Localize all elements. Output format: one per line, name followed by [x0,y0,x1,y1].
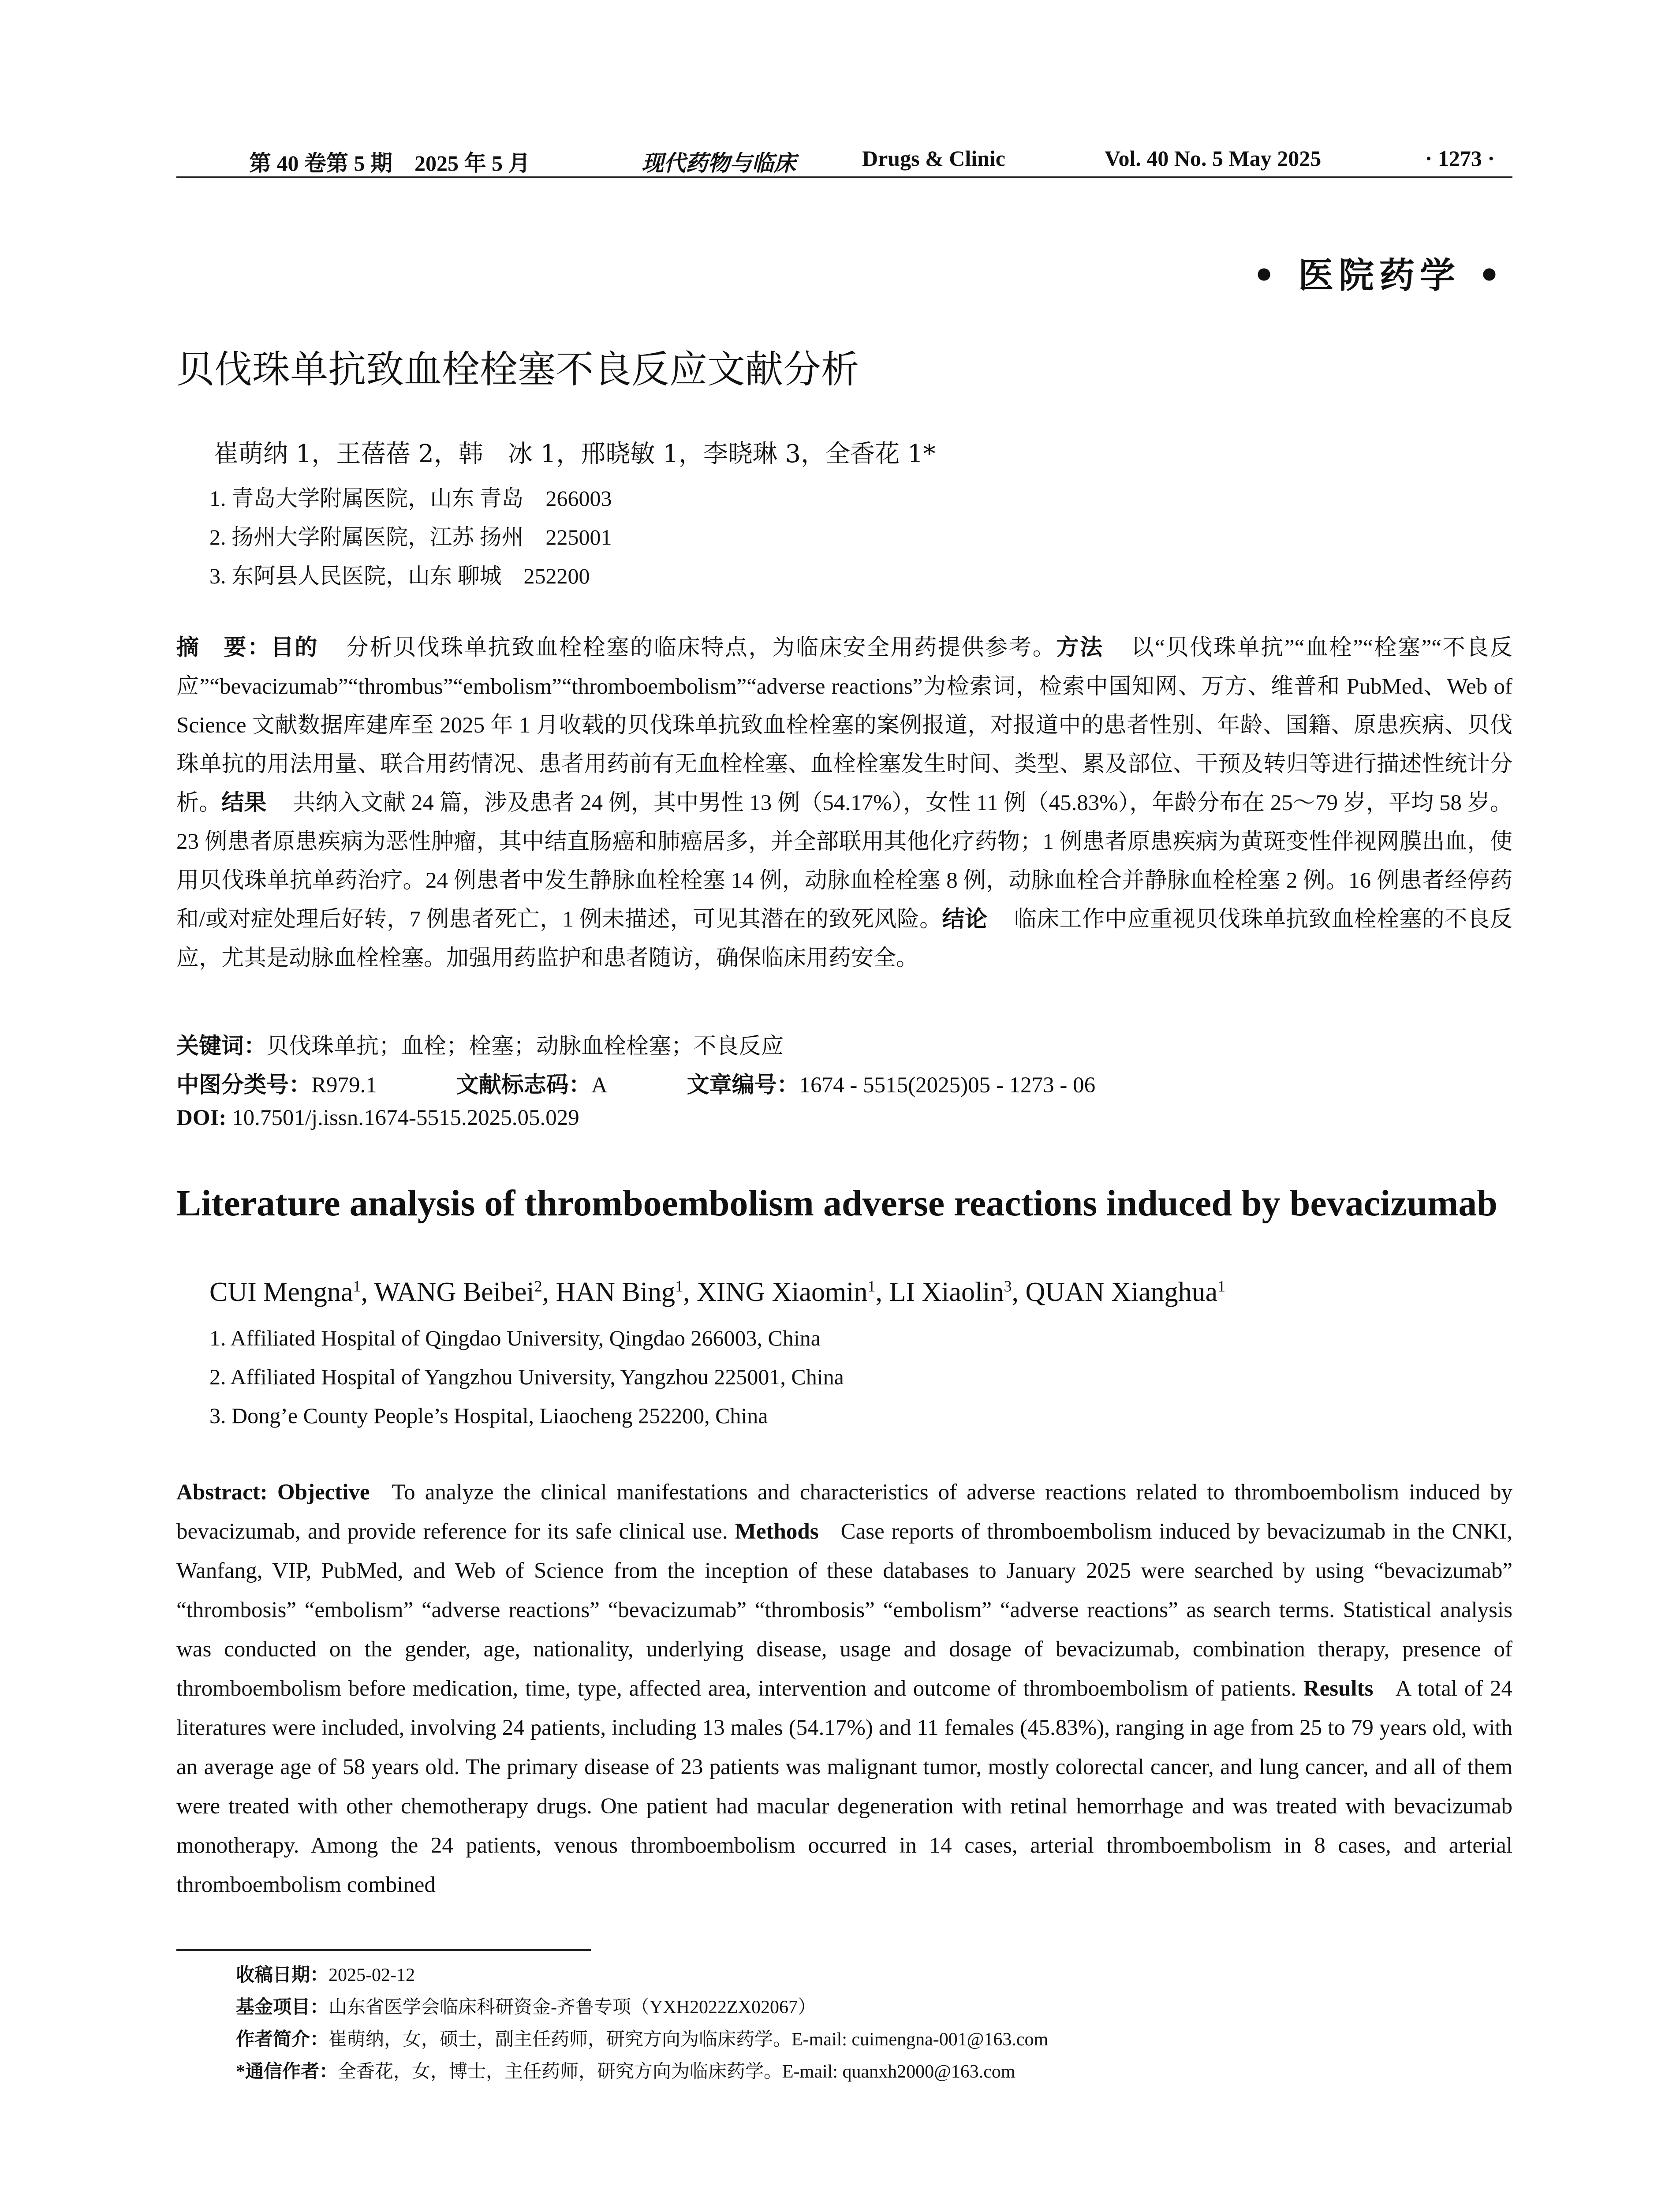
article-no-value: 1674 - 5515(2025)05 - 1273 - 06 [799,1073,1096,1098]
affiliation-cn: 2. 扬州大学附属医院，江苏 扬州 225001 [209,525,612,549]
results-en-text: A total of 24 literatures were included, involving 24 patients, including 13 males (54.17%) and 11 females (45.83%), ranging in age from 25 to 79 years old, with an average age of 58 years old. The primary disease of 23 patients was malignant tumor, mostly colorectal cancer, and lung cancer, and all of them were treated with other chemotherapy drugs. One patient had macular degeneration with retinal hemorrhage and was treated with bevacizumab monotherapy. Among the 24 patients, venous thromboembolism occurred in 14 cases, arterial thromboembolism in 8 cases, and arterial thromboembolism combined [176,1676,1513,1897]
doc-code-value: A [591,1073,608,1098]
author-name: HAN Bing [556,1277,676,1307]
footnote-label: 收稿日期： [236,1965,329,1985]
author-affiliation-mark: 3 [1004,1277,1012,1295]
author-name: LI Xiaolin [889,1277,1004,1307]
author-affiliation-mark: 1 [1217,1277,1226,1295]
article-no-label: 文章编号： [687,1073,799,1098]
author-name: WANG Beibei [374,1277,534,1307]
footnote-author-bio [236,2025,1048,2051]
author-affiliation-mark: 1 [675,1277,683,1295]
header-volume-en: Vol. 40 No. 5 May 2025 [1105,146,1322,171]
conclusion-label: 结论 [942,907,988,932]
footnote-received-date [236,1960,415,1987]
doc-code-label: 文献标志码： [456,1073,591,1098]
abstract-en [176,1473,1512,1905]
section-label: • 医院药学 • [1253,254,1506,296]
doi-link[interactable]: 10.7501/j.issn.1674-5515.2025.05.029 [226,1106,579,1130]
author-name: CUI Mengna [209,1277,353,1307]
objective-text: 分析贝伐珠单抗致血栓栓塞的临床特点，为临床安全用药提供参考。 [345,635,1057,660]
keywords-cn [176,1028,784,1060]
affiliation-en: 1. Affiliated Hospital of Qingdao University, Qingdao 266003, China [209,1326,821,1350]
affiliation-cn: 3. 东阿县人民医院，山东 聊城 252200 [209,564,590,588]
methods-label: 方法 [1056,635,1104,660]
results-label: 结果 [221,791,267,815]
affiliation-en: 2. Affiliated Hospital of Yangzhou University, Yangzhou 225001, China [209,1364,844,1389]
keywords-label: 关键词： [176,1034,267,1059]
footnote-label: 作者简介： [236,2029,329,2050]
footnote-corresponding-author [236,2057,1015,2083]
clc-label: 中图分类号： [176,1073,312,1098]
footnote-text: 山东省医学会临床科研资金-齐鲁专项（YXH2022ZX02067） [329,1997,816,2018]
header-volume-cn: 第 40 卷第 5 期 2025 年 5 月 [249,151,530,176]
title-en: Literature analysis of thromboembolism adverse reactions induced by bevacizumab [176,1183,1497,1224]
author-name: XING Xiaomin [697,1277,868,1307]
methods-en-label: Methods [735,1519,819,1544]
affiliation-cn: 1. 青岛大学附属医院，山东 青岛 266003 [209,486,612,511]
header-journal-cn: 现代药物与临床 [642,151,796,176]
author-affiliation-mark: 2 [534,1277,542,1295]
keywords-text: 贝伐珠单抗；血栓；栓塞；动脉血栓栓塞；不良反应 [266,1034,784,1059]
footnote-label: *通信作者： [236,2062,338,2082]
author-affiliation-mark: 1 [353,1277,361,1295]
doi-line [176,1105,579,1131]
footnote-text: 崔萌纳，女，硕士，副主任药师，研究方向为临床药学。E-mail: cuimengna-001@163.com [329,2029,1049,2050]
title-cn: 贝伐珠单抗致血栓栓塞不良反应文献分析 [176,348,859,392]
header-page-number: · 1273 · [1425,146,1495,171]
footnote-text: 2025-02-12 [329,1965,415,1985]
classification-line [176,1066,1095,1099]
abstract-en-label: Abstract: Objective [176,1480,370,1505]
header-journal-en: Drugs & Clinic [862,146,1005,171]
results-en-label: Results [1303,1676,1374,1701]
conclusion-text: 临床工作中应重视贝伐珠单抗致血栓栓塞的不良反应，尤其是动脉血栓栓塞。加强用药监护和患者随访，确保临床用药安全。 [176,907,1512,971]
author-name: QUAN Xianghua [1025,1277,1218,1307]
footnote-funding [236,1992,816,2019]
clc-value: R979.1 [311,1073,377,1098]
running-header [176,142,1512,177]
results-text: 共纳入文献 24 篇，涉及患者 24 例，其中男性 13 例（54.17%），女性 11 例（45.83%），年龄分布在 25～79 岁，平均 58 岁。23 例患者原患疾病为恶性肿瘤，其中结直肠癌和肺癌居多，并全部联用其他化疗药物；1 例患者原患疾病为黄斑变性伴视网膜出血，使用贝伐珠单抗单药治疗。24 例患者中发生静脉血栓栓塞 14 例，动脉血栓栓塞 8 例，动脉血栓合并静脉血栓栓塞 2 例。16 例患者经停药和/或对症处理后好转，7 例患者死亡，1 例未描述，可见其潜在的致死风险。 [176,791,1512,932]
authors-cn: 崔萌纳 1，王蓓蓓 2，韩 冰 1，邢晓敏 1，李晓琳 3，全香花 1* [214,440,936,468]
affiliation-en: 3. Dong’e County People’s Hospital, Liaocheng 252200, China [209,1403,768,1428]
abstract-cn [176,628,1512,978]
author-affiliation-mark: 1 [867,1277,876,1295]
objective-en-text: To analyze the clinical manifestations and characteristics of adverse reactions related to thromboembolism induced by bevacizumab, and provide reference for its safe clinical use. [176,1480,1512,1544]
abstract-cn-label: 摘 要： [176,635,271,660]
objective-label: 目的 [271,635,319,660]
methods-text: 以“贝伐珠单抗”“血栓”“栓塞”“不良反应”“bevacizumab”“thrombus”“embolism”“thromboembolism”“adverse reactions”为检索词，检索中国知网、万方、维普和 PubMed、Web of Science 文献数据库建库至 2025 年 1 月收载的贝伐珠单抗致血栓栓塞的案例报道，对报道中的患者性别、年龄、国籍、原患疾病、贝伐珠单抗的用法用量、联合用药情况、患者用药前有无血栓栓塞、血栓栓塞发生时间、类型、累及部位、干预及转归等进行描述性统计分析。 [176,635,1512,815]
doi-label: DOI: [176,1106,227,1130]
authors-en: CUI Mengna$^1$, WANG Beibei$^2$, HAN Bing$^1$, XING Xiaomin$^1$, LI Xiaolin$^3$, QUAN Xianghua$^1$ [209,1277,1226,1307]
footnote-divider [176,1949,591,1951]
footnote-text: 全香花，女，博士，主任药师，研究方向为临床药学。E-mail: quanxh2000@163.com [338,2062,1015,2082]
header-divider [176,176,1512,178]
footnote-label: 基金项目： [236,1997,329,2018]
methods-en-text: Case reports of thromboembolism induced by bevacizumab in the CNKI, Wanfang, VIP, PubMed, and Web of Science from the inception of these databases to January 2025 were searched by using “bevacizumab” “thrombosis” “embolism” “adverse reactions” “bevacizumab” “thrombosis” “embolism” “adverse reactions” as search terms. Statistical analysis was conducted on the gender, age, nationality, underlying disease, usage and dosage of bevacizumab, combination therapy, presence of thromboembolism before medication, time, type, affected area, intervention and outcome of thromboembolism of patients. [176,1519,1513,1701]
